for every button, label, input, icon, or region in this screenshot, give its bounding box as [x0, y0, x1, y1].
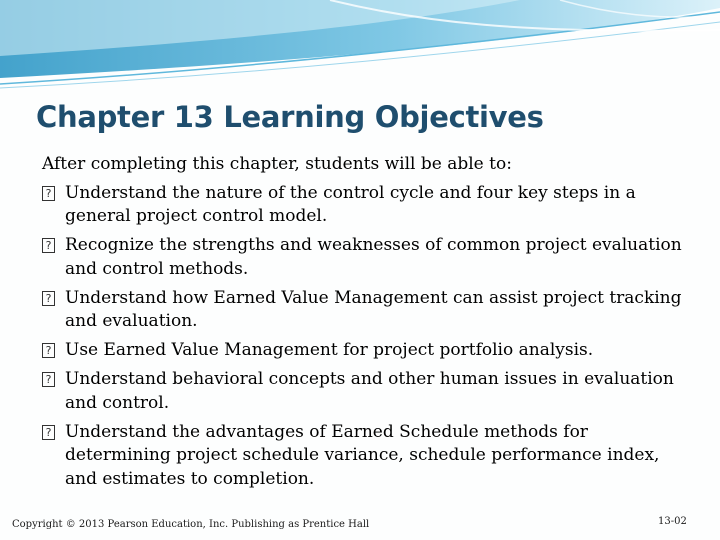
objective-text: Use Earned Value Management for project portfolio analysis.: [65, 340, 594, 360]
objective-item: [42, 182, 692, 229]
bullet-icon: ?: [42, 425, 55, 440]
copyright-footer: Copyright © 2013 Pearson Education, Inc. Publishing as Prentice Hall: [12, 519, 370, 530]
page-number: 13-02: [658, 516, 687, 527]
objective-item: [42, 339, 692, 363]
objectives-list: [42, 182, 692, 492]
objective-text: Understand how Earned Value Management can assist project tracking and evaluation.: [65, 287, 682, 331]
intro-text: After completing this chapter, students will be able to:: [42, 154, 512, 174]
bullet-icon: ?: [42, 186, 55, 201]
slide-title: Chapter 13 Learning Objectives: [36, 100, 544, 134]
objective-item: [42, 368, 692, 415]
objective-item: [42, 234, 692, 281]
objective-text: Understand the nature of the control cycle and four key steps in a general project control model.: [65, 182, 636, 226]
objective-item: [42, 421, 692, 492]
bullet-icon: ?: [42, 372, 55, 387]
bullet-icon: ?: [42, 291, 55, 306]
header-wave-decoration: [0, 0, 720, 90]
objective-text: Understand the advantages of Earned Schedule methods for determining project schedule variance, schedule performance index, and estimates to completion.: [65, 421, 660, 489]
objective-text: Recognize the strengths and weaknesses of common project evaluation and control methods.: [65, 235, 682, 279]
objective-item: [42, 287, 692, 334]
slide-body: [42, 153, 692, 497]
bullet-icon: ?: [42, 238, 55, 253]
objective-text: Understand behavioral concepts and other human issues in evaluation and control.: [65, 369, 674, 413]
bullet-icon: ?: [42, 343, 55, 358]
